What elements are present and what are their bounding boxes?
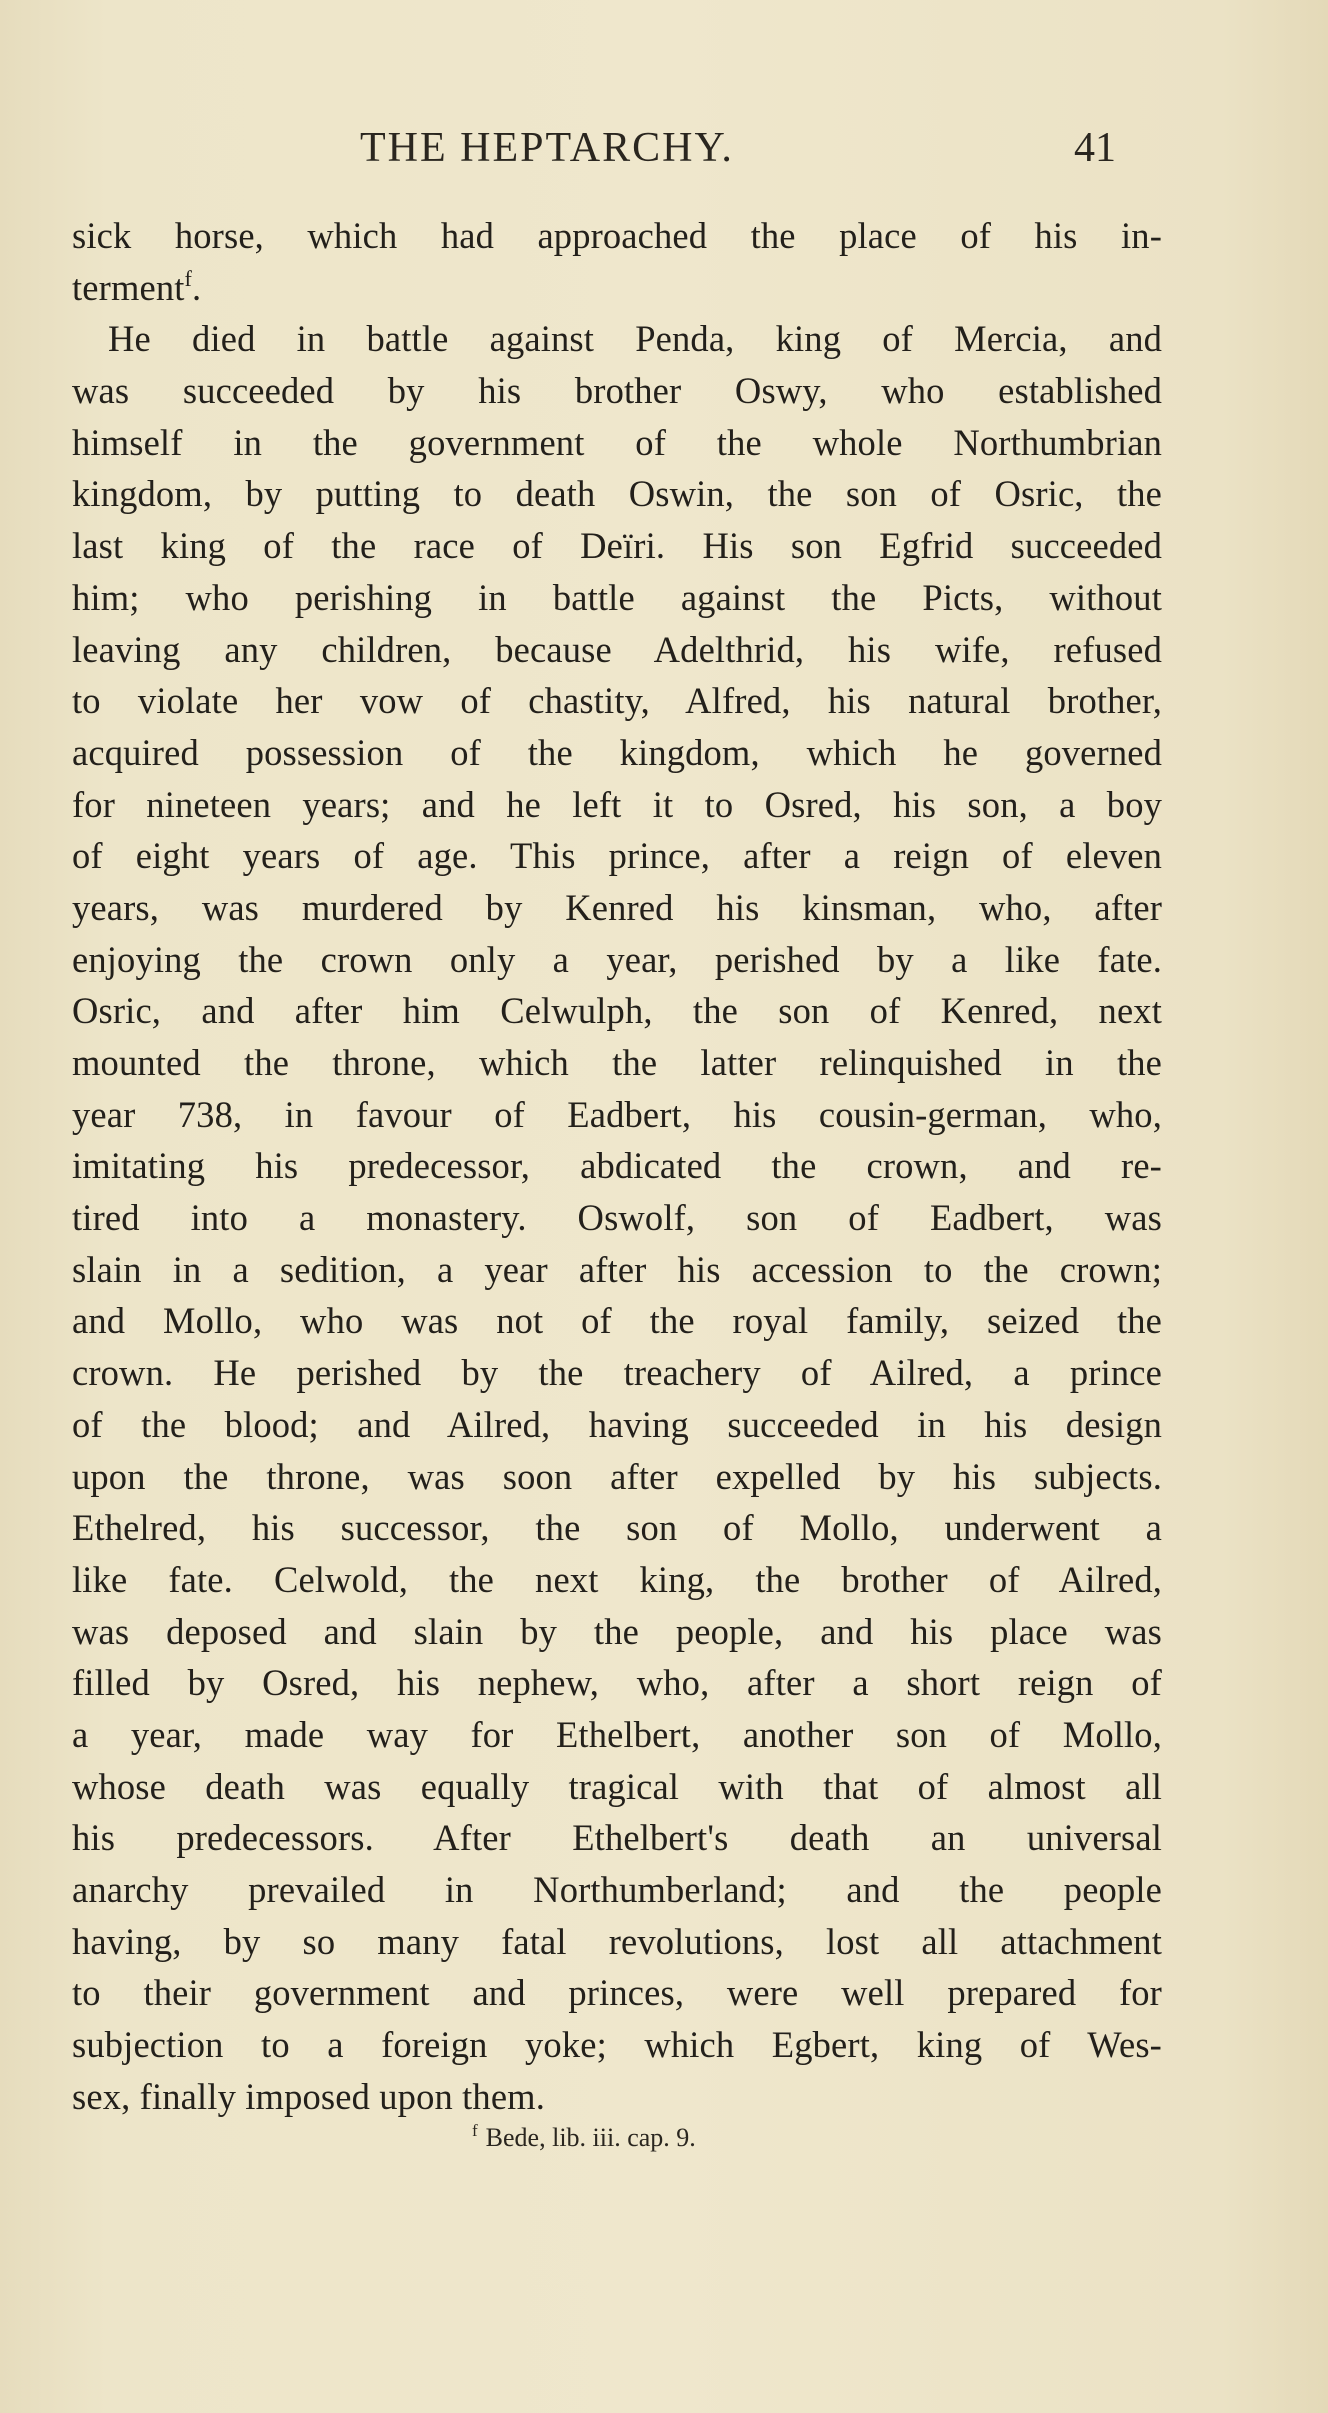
text-line: and Mollo, who was not of the royal family, seized the: [72, 1300, 1162, 1342]
line-text: terment: [72, 266, 185, 308]
text-line: filled by Osred, his nephew, who, after a short reign of: [72, 1662, 1162, 1704]
footnote-text: Bede, lib. iii. cap. 9.: [485, 2123, 696, 2152]
text-line: leaving any children, because Adelthrid, his wife, refused: [72, 628, 1162, 670]
text-line: to violate her vow of chastity, Alfred, his natural brother,: [72, 680, 1162, 722]
running-head: [0, 124, 1328, 184]
text-line: sick horse, which had approached the place of his in-: [72, 215, 1162, 256]
text-line: Osric, and after him Celwulph, the son of Kenred, next: [72, 990, 1162, 1032]
text-line: upon the throne, was soon after expelled by his subjects.: [72, 1455, 1162, 1497]
text-line: was deposed and slain by the people, and his place was: [72, 1610, 1162, 1652]
page-number: 41: [1074, 125, 1116, 171]
text-line: whose death was equally tragical with that of almost all: [72, 1765, 1162, 1807]
running-title: THE HEPTARCHY.: [360, 125, 734, 171]
text-line: mounted the throne, which the latter relinquished in the: [72, 1042, 1162, 1083]
text-line: like fate. Celwold, the next king, the brother of Ailred,: [72, 1558, 1162, 1600]
text-line: for nineteen years; and he left it to Osred, his son, a boy: [72, 783, 1162, 825]
text-line: acquired possession of the kingdom, which he governed: [72, 731, 1162, 773]
footnote-reference: f: [184, 265, 193, 291]
text-line: Ethelred, his successor, the son of Mollo, underwent a: [72, 1507, 1162, 1549]
text-line: crown. He perished by the treachery of Ailred, a prince: [72, 1352, 1162, 1394]
text-line: his predecessors. After Ethelbert's death an universal: [72, 1817, 1162, 1859]
text-line: last king of the race of Deïri. His son Egfrid succeeded: [72, 525, 1162, 567]
text-line: himself in the government of the whole Northumbrian: [72, 421, 1162, 463]
text-line: tired into a monastery. Oswolf, son of Eadbert, was: [72, 1197, 1162, 1239]
text-line: subjection to a foreign yoke; which Egbert, king of Wes-: [72, 2024, 1162, 2066]
text-line: was succeeded by his brother Oswy, who established: [72, 370, 1162, 412]
footnote-mark: f: [472, 2121, 478, 2140]
text-line: kingdom, by putting to death Oswin, the son of Osric, the: [72, 473, 1162, 515]
text-line: of eight years of age. This prince, after a reign of eleven: [72, 835, 1162, 877]
text-line: He died in battle against Penda, king of Mercia, and: [108, 318, 1162, 360]
footnote: [472, 2123, 696, 2153]
text-line: year 738, in favour of Eadbert, his cousin-german, who,: [72, 1093, 1162, 1135]
text-line: to their government and princes, were well prepared for: [72, 1972, 1162, 2014]
text-line: of the blood; and Ailred, having succeeded in his design: [72, 1403, 1162, 1445]
text-line: a year, made way for Ethelbert, another son of Mollo,: [72, 1713, 1162, 1755]
text-line: sex, finally imposed upon them.: [72, 2075, 546, 2117]
text-line: enjoying the crown only a year, perished by a like fate.: [72, 938, 1162, 980]
text-line: years, was murdered by Kenred his kinsman, who, after: [72, 886, 1162, 928]
text-line: imitating his predecessor, abdicated the crown, and re-: [72, 1145, 1162, 1187]
text-line: slain in a sedition, a year after his accession to the crown;: [72, 1248, 1162, 1290]
text-line: having, by so many fatal revolutions, lost all attachment: [72, 1920, 1162, 1962]
text-line: [72, 262, 1162, 314]
body-text: [72, 210, 1162, 2122]
text-line: anarchy prevailed in Northumberland; and the people: [72, 1869, 1162, 1910]
line-punctuation: .: [192, 266, 202, 308]
text-line: him; who perishing in battle against the Picts, without: [72, 576, 1162, 618]
